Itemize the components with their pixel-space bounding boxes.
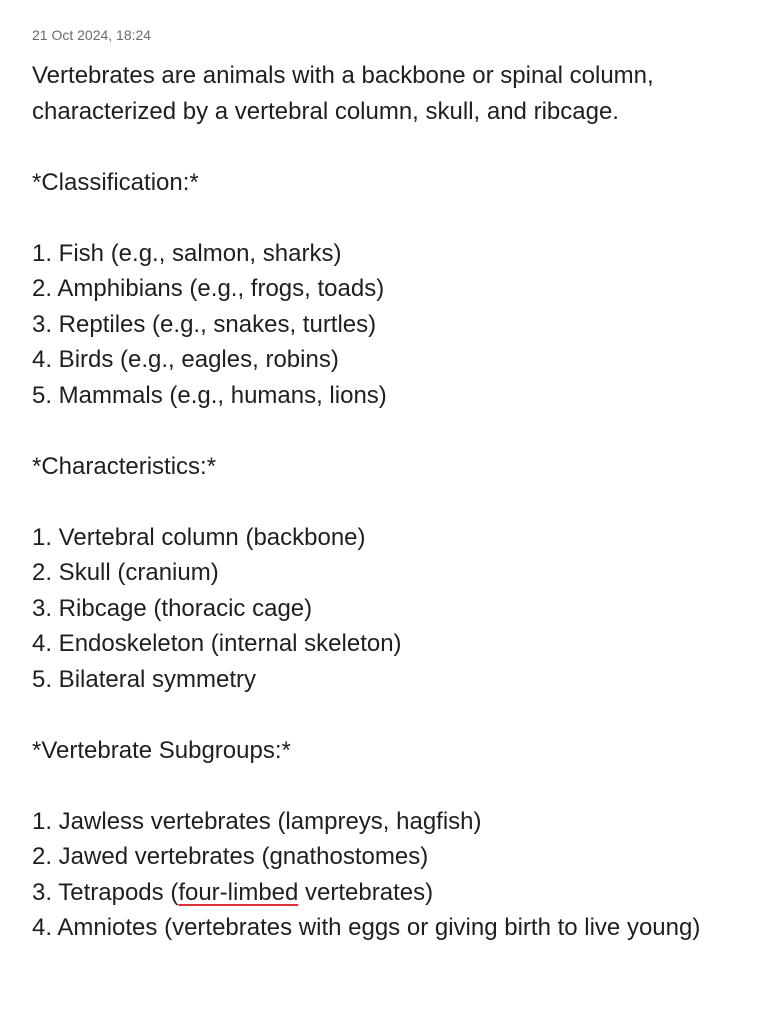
list-item: 4. Birds (e.g., eagles, robins)	[32, 346, 339, 373]
list-item-suffix: vertebrates)	[298, 878, 434, 906]
list-item: 2. Jawed vertebrates (gnathostomes)	[32, 843, 429, 870]
blank-line	[32, 413, 736, 449]
intro-paragraph: Vertebrates are animals with a backbone or spinal column, characterized by a vertebral column, skull, and ribcage.	[32, 62, 654, 125]
characteristics-heading: *Characteristics:*	[32, 452, 217, 480]
list-item: 4. Amniotes (vertebrates with eggs or giving birth to live young)	[32, 914, 701, 941]
subgroups-heading: *Vertebrate Subgroups:*	[32, 736, 291, 764]
list-item: 1. Fish (e.g., salmon, sharks)	[32, 239, 342, 267]
note-timestamp: 21 Oct 2024, 18:24	[32, 27, 152, 43]
list-item: 5. Mammals (e.g., humans, lions)	[32, 381, 387, 409]
list-item	[32, 875, 736, 911]
misspelled-word[interactable]: four-limbed	[178, 878, 299, 906]
list-item-prefix: 3. Tetrapods (	[32, 878, 179, 906]
list-item: 1. Vertebral column (backbone)	[32, 523, 366, 551]
list-item: 1. Jawless vertebrates (lampreys, hagfish)	[32, 807, 482, 835]
list-item: 5. Bilateral symmetry	[32, 665, 257, 693]
blank-line	[32, 129, 736, 165]
blank-line	[32, 484, 736, 520]
list-item: 3. Ribcage (thoracic cage)	[32, 594, 313, 622]
list-item: 2. Amphibians (e.g., frogs, toads)	[32, 275, 385, 302]
blank-line	[32, 697, 736, 733]
blank-line	[32, 768, 736, 804]
classification-heading: *Classification:*	[32, 168, 199, 196]
list-item: 3. Reptiles (e.g., snakes, turtles)	[32, 310, 377, 338]
list-item: 2. Skull (cranium)	[32, 559, 219, 586]
note-body[interactable]	[32, 58, 736, 946]
blank-line	[32, 200, 736, 236]
list-item: 4. Endoskeleton (internal skeleton)	[32, 630, 402, 657]
